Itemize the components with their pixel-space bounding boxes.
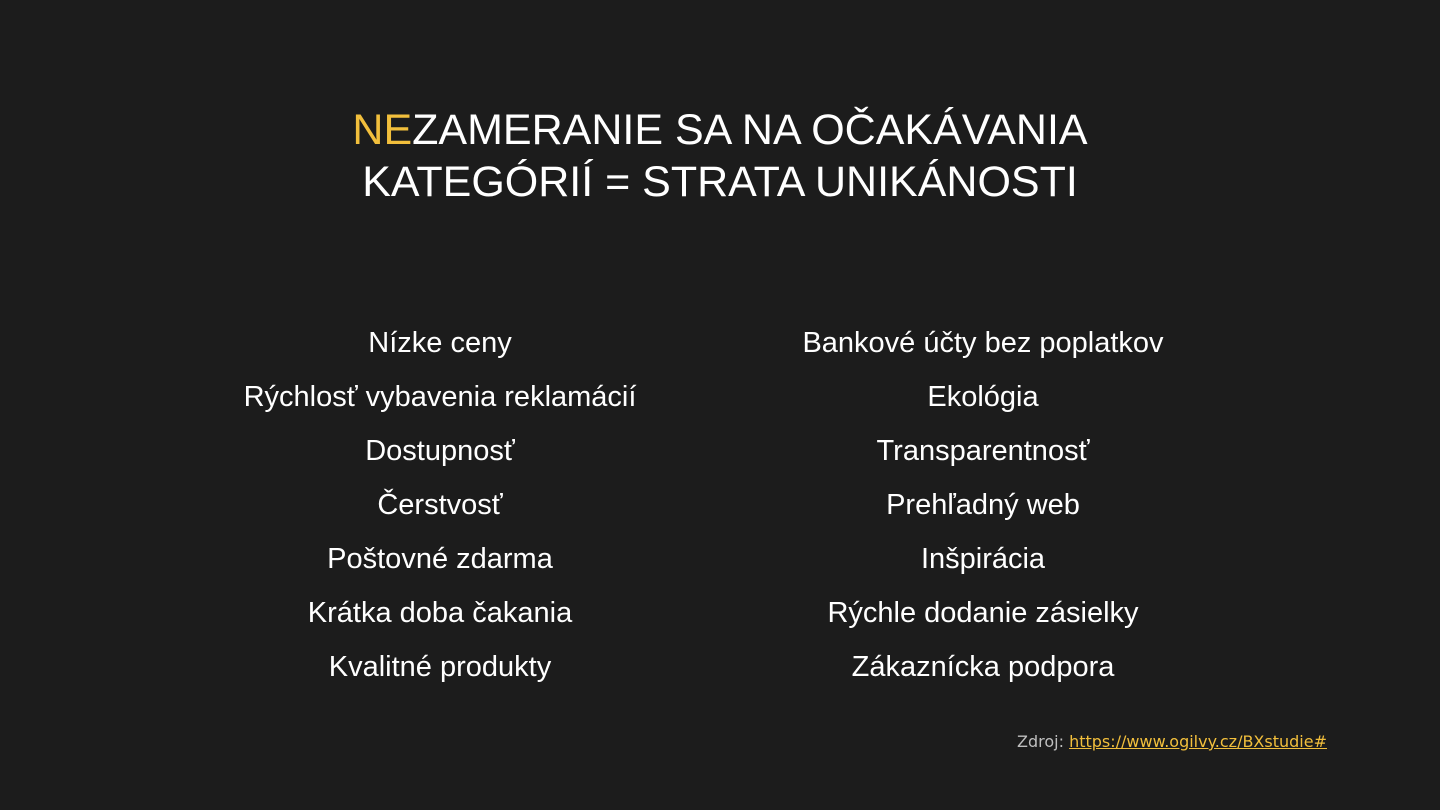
title-line-1-text: ZAMERANIE SA NA OČAKÁVANIA — [412, 106, 1088, 154]
list-item: Dostupnosť — [365, 435, 515, 467]
title-accent: NE — [352, 106, 413, 154]
list-item: Rýchle dodanie zásielky — [827, 597, 1139, 629]
list-item: Bankové účty bez poplatkov — [802, 327, 1164, 359]
list-item: Nízke ceny — [368, 327, 512, 359]
list-item: Zákaznícka podpora — [851, 651, 1115, 683]
right-list — [683, 316, 1283, 694]
source-label: Zdroj: — [1017, 732, 1064, 751]
title-line-2: KATEGÓRIÍ = STRATA UNIKÁNOSTI — [362, 158, 1078, 206]
list-item: Čerstvosť — [377, 489, 503, 521]
list-item: Inšpirácia — [920, 543, 1046, 575]
list-item: Kvalitné produkty — [328, 651, 552, 683]
list-item: Krátka doba čakania — [307, 597, 573, 629]
source-note — [1017, 731, 1327, 753]
left-list — [140, 316, 740, 694]
list-item: Rýchlosť vybavenia reklamácií — [243, 381, 637, 413]
list-item: Poštovné zdarma — [327, 543, 553, 575]
list-item: Ekológia — [927, 381, 1039, 413]
list-item: Prehľadný web — [886, 489, 1080, 521]
slide-title — [0, 104, 1440, 208]
list-item: Transparentnosť — [876, 435, 1090, 467]
title-line-1 — [0, 104, 1440, 156]
source-link[interactable]: https://www.ogilvy.cz/BXstudie# — [1069, 732, 1327, 751]
